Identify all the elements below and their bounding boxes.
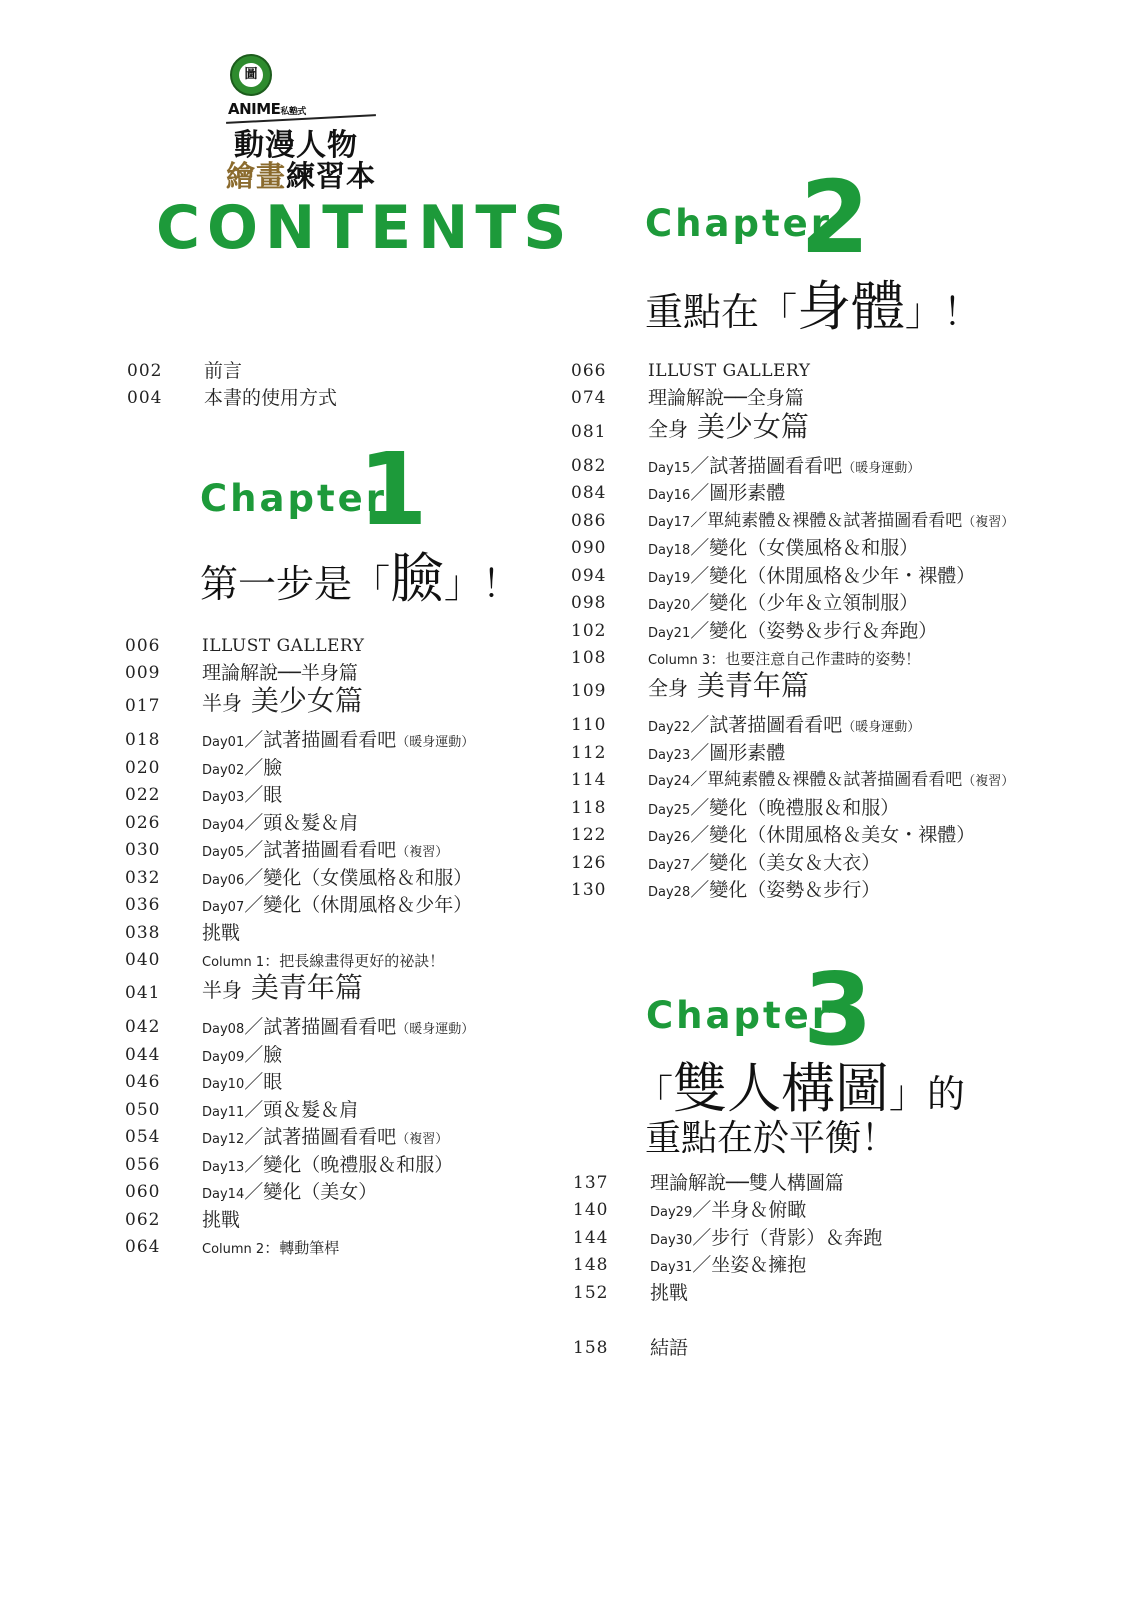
page-number: 017 bbox=[125, 696, 161, 716]
entry-text: ／眼 bbox=[244, 784, 283, 806]
page-number: 064 bbox=[125, 1237, 161, 1257]
section-name: 美青年篇 bbox=[250, 971, 363, 1004]
entry-title bbox=[648, 590, 918, 619]
page-number: 026 bbox=[125, 813, 161, 833]
page-number: 140 bbox=[573, 1200, 609, 1220]
page-number: 040 bbox=[125, 950, 161, 970]
chapter-3-subtitle-open: 「 bbox=[635, 1072, 674, 1116]
day-label: Day08 bbox=[202, 1022, 245, 1037]
chapter-1-subtitle-key: 臉 bbox=[390, 547, 445, 610]
day-label: Day25 bbox=[648, 803, 691, 818]
chapter-2-subtitle-post: 」！ bbox=[905, 290, 982, 334]
entry-title bbox=[648, 563, 975, 592]
entry-note: （暖身運動） bbox=[396, 735, 475, 750]
page-number: 137 bbox=[573, 1173, 609, 1193]
day-label: Day03 bbox=[202, 790, 245, 805]
page-number: 158 bbox=[573, 1338, 609, 1358]
day-label: Day13 bbox=[202, 1160, 245, 1175]
page-number: 084 bbox=[571, 483, 607, 503]
entry-title bbox=[202, 837, 448, 866]
page-number: 062 bbox=[125, 1210, 161, 1230]
entry-title bbox=[650, 1197, 806, 1226]
section-prefix: 全身 bbox=[648, 417, 688, 441]
entry-text: ／頭＆髮＆肩 bbox=[244, 1099, 359, 1121]
entry-title bbox=[648, 740, 785, 769]
column-label: Column 1 bbox=[202, 955, 265, 970]
chapter-3-label: Chapter bbox=[646, 994, 833, 1037]
entry-text: ／變化（女僕風格＆和服） bbox=[690, 537, 919, 559]
entry-text: ／試著描圖看看吧 bbox=[690, 714, 843, 736]
page-number: 081 bbox=[571, 422, 607, 442]
day-label: Day18 bbox=[648, 543, 691, 558]
logo-subtitle bbox=[228, 100, 306, 118]
page-number: 009 bbox=[125, 663, 161, 683]
chapter-3-subtitle-key: 雙人構圖 bbox=[673, 1057, 890, 1120]
entry-title bbox=[202, 1124, 448, 1153]
entry-title bbox=[648, 712, 920, 741]
page-number: 112 bbox=[571, 743, 607, 763]
day-label: Day31 bbox=[650, 1260, 693, 1275]
day-label: Day29 bbox=[650, 1205, 693, 1220]
page-number: 098 bbox=[571, 593, 607, 613]
page-number: 020 bbox=[125, 758, 161, 778]
chapter-1-number: 1 bbox=[358, 431, 428, 548]
page-number: 074 bbox=[571, 388, 607, 408]
day-label: Day12 bbox=[202, 1132, 245, 1147]
page-number: 122 bbox=[571, 825, 607, 845]
chapter-2-number: 2 bbox=[800, 159, 870, 276]
day-label: Day11 bbox=[202, 1105, 245, 1120]
logo-badge-icon bbox=[230, 54, 272, 96]
page-number: 094 bbox=[571, 566, 607, 586]
section-name: 美少女篇 bbox=[696, 410, 809, 443]
entry-note: （暖身運動） bbox=[842, 461, 921, 476]
page-number: 126 bbox=[571, 853, 607, 873]
page-number: 038 bbox=[125, 923, 161, 943]
entry-title bbox=[648, 480, 785, 509]
entry-title bbox=[202, 755, 282, 784]
chapter-3-heading bbox=[635, 951, 1015, 1160]
entry-title bbox=[202, 1014, 474, 1043]
entry-text: ／變化（女僕風格＆和服） bbox=[244, 867, 473, 889]
entry-text: ／半身＆俯瞰 bbox=[692, 1199, 807, 1221]
entry-text: ／變化（晚禮服＆和服） bbox=[690, 797, 900, 819]
page-number: 060 bbox=[125, 1182, 161, 1202]
day-label: Day23 bbox=[648, 748, 691, 763]
day-label: Day04 bbox=[202, 818, 245, 833]
entry-title bbox=[202, 810, 358, 839]
entry-title: 理論解說──半身篇 bbox=[202, 662, 358, 684]
page-number: 110 bbox=[571, 715, 607, 735]
logo-title-line1: 動漫人物 bbox=[234, 128, 358, 163]
entry-note: （暖身運動） bbox=[842, 720, 921, 735]
page-number: 032 bbox=[125, 868, 161, 888]
chapter-3-number: 3 bbox=[803, 951, 873, 1068]
section-title bbox=[202, 684, 363, 717]
logo-brand-suffix: 私塾式 bbox=[280, 107, 306, 117]
entry-text: ／臉 bbox=[244, 1044, 283, 1066]
day-label: Day01 bbox=[202, 735, 245, 750]
day-label: Day02 bbox=[202, 763, 245, 778]
day-label: Day06 bbox=[202, 873, 245, 888]
entry-title: 挑戰 bbox=[202, 922, 241, 944]
page-number: 004 bbox=[127, 388, 163, 408]
entry-title bbox=[202, 782, 282, 811]
entry-title bbox=[648, 535, 918, 564]
entry-text: ／變化（休閒風格＆美女・裸體） bbox=[690, 824, 976, 846]
day-label: Day26 bbox=[648, 830, 691, 845]
entry-title: ILLUST GALLERY bbox=[648, 361, 811, 381]
page-number: 030 bbox=[125, 840, 161, 860]
entry-title bbox=[650, 1252, 806, 1281]
entry-text: ／頭＆髮＆肩 bbox=[244, 812, 359, 834]
entry-text: ／眼 bbox=[244, 1071, 283, 1093]
entry-title bbox=[648, 822, 975, 851]
page-number: 041 bbox=[125, 983, 161, 1003]
page-number: 046 bbox=[125, 1072, 161, 1092]
section-title bbox=[202, 971, 363, 1004]
entry-title: 理論解說──雙人構圖篇 bbox=[650, 1172, 844, 1194]
entry-text: ／步行（背影）＆奔跑 bbox=[692, 1227, 883, 1249]
page-number: 056 bbox=[125, 1155, 161, 1175]
entry-title bbox=[202, 1069, 282, 1098]
day-label: Day15 bbox=[648, 461, 691, 476]
day-label: Day07 bbox=[202, 900, 245, 915]
page-number: 102 bbox=[571, 621, 607, 641]
day-label: Day14 bbox=[202, 1187, 245, 1202]
entry-note: （暖身運動） bbox=[396, 1022, 475, 1037]
entry-title bbox=[202, 892, 472, 921]
day-label: Day21 bbox=[648, 626, 691, 641]
day-label: Day24 bbox=[648, 774, 691, 789]
section-name: 美少女篇 bbox=[250, 684, 363, 717]
entry-title: 挑戰 bbox=[650, 1282, 689, 1304]
day-label: Day27 bbox=[648, 858, 691, 873]
logo-brand: ANIME bbox=[228, 100, 281, 118]
page-number: 066 bbox=[571, 361, 607, 381]
chapter-2-subtitle-pre: 重點在「 bbox=[645, 290, 798, 334]
entry-title bbox=[202, 1042, 282, 1071]
column-title: ：也要注意自己作畫時的姿勢！ bbox=[710, 650, 921, 668]
entry-text: ／圖形素體 bbox=[690, 482, 786, 504]
page-number: 114 bbox=[571, 770, 607, 790]
page-number: 050 bbox=[125, 1100, 161, 1120]
chapter-1-subtitle-pre: 第一步是「 bbox=[200, 562, 391, 606]
column-label: Column 3 bbox=[648, 653, 711, 668]
chapter-2-label: Chapter bbox=[645, 202, 832, 245]
entry-title bbox=[648, 618, 937, 647]
entry-text: ／變化（美女＆大衣） bbox=[690, 852, 881, 874]
entry-title bbox=[202, 1234, 339, 1263]
entry-title bbox=[648, 795, 899, 824]
page-number: 109 bbox=[571, 681, 607, 701]
day-label: Day28 bbox=[648, 885, 691, 900]
column-title: ：把長線畫得更好的祕訣！ bbox=[264, 952, 445, 970]
entry-text: ／試著描圖看看吧 bbox=[244, 1016, 397, 1038]
page-number: 036 bbox=[125, 895, 161, 915]
day-label: Day09 bbox=[202, 1050, 245, 1065]
entry-text: ／變化（休閒風格＆少年・裸體） bbox=[690, 565, 976, 587]
entry-text: ／變化（少年＆立領制服） bbox=[690, 592, 919, 614]
section-prefix: 全身 bbox=[648, 676, 688, 700]
entry-title: 理論解說──全身篇 bbox=[648, 387, 804, 409]
section-prefix: 半身 bbox=[202, 691, 242, 715]
entry-text: ／變化（休閒風格＆少年） bbox=[244, 894, 473, 916]
entry-text: ／臉 bbox=[244, 757, 283, 779]
day-label: Day30 bbox=[650, 1233, 693, 1248]
entry-text: ／變化（晚禮服＆和服） bbox=[244, 1154, 454, 1176]
page-title: CONTENTS bbox=[156, 193, 574, 263]
page-number: 118 bbox=[571, 798, 607, 818]
entry-note: （複習） bbox=[962, 774, 1015, 789]
page-number: 054 bbox=[125, 1127, 161, 1147]
page-number: 086 bbox=[571, 511, 607, 531]
entry-text: ／變化（姿勢＆步行＆奔跑） bbox=[690, 620, 938, 642]
entry-title bbox=[648, 850, 880, 879]
chapter-3-subtitle-line2: 重點在於平衡！ bbox=[645, 1118, 898, 1159]
chapter-2-subtitle bbox=[645, 264, 981, 341]
entry-title bbox=[202, 1179, 377, 1208]
chapter-1-subtitle-post: 」！ bbox=[444, 562, 521, 606]
entry-text: ／變化（姿勢＆步行） bbox=[690, 879, 881, 901]
page-number: 022 bbox=[125, 785, 161, 805]
entry-text: ／單純素體＆裸體＆試著描圖看看吧 bbox=[690, 511, 963, 531]
page-number: 148 bbox=[573, 1255, 609, 1275]
page-number: 130 bbox=[571, 880, 607, 900]
entry-title: 前言 bbox=[204, 360, 243, 382]
page-number: 018 bbox=[125, 730, 161, 750]
chapter-3-subtitle-close: 」的 bbox=[889, 1072, 966, 1116]
day-label: Day19 bbox=[648, 571, 691, 586]
chapter-1-heading bbox=[200, 431, 550, 610]
page-number: 090 bbox=[571, 538, 607, 558]
column-title: ：轉動筆桿 bbox=[264, 1239, 340, 1257]
entry-text: ／圖形素體 bbox=[690, 742, 786, 764]
entry-text: ／變化（美女） bbox=[244, 1181, 378, 1203]
entry-title bbox=[648, 453, 920, 482]
entry-title bbox=[202, 727, 474, 756]
entry-title bbox=[648, 767, 1014, 795]
page-number: 152 bbox=[573, 1283, 609, 1303]
section-name: 美青年篇 bbox=[696, 669, 809, 702]
logo-title-line2-accent: 繪畫 bbox=[226, 159, 287, 193]
entry-title: 本書的使用方式 bbox=[204, 387, 338, 409]
entry-text: ／試著描圖看看吧 bbox=[244, 839, 397, 861]
entry-title: 挑戰 bbox=[202, 1209, 241, 1231]
day-label: Day05 bbox=[202, 845, 245, 860]
section-title bbox=[648, 410, 809, 443]
logo-title-line2-rest: 練習本 bbox=[286, 159, 377, 193]
page-number: 144 bbox=[573, 1228, 609, 1248]
day-label: Day10 bbox=[202, 1077, 245, 1092]
entry-title bbox=[648, 877, 880, 906]
day-label: Day20 bbox=[648, 598, 691, 613]
entry-text: ／試著描圖看看吧 bbox=[244, 729, 397, 751]
entry-text: ／試著描圖看看吧 bbox=[690, 455, 843, 477]
book-logo bbox=[226, 50, 386, 193]
day-label: Day17 bbox=[648, 515, 691, 530]
entry-text: ／試著描圖看看吧 bbox=[244, 1126, 397, 1148]
page-number: 082 bbox=[571, 456, 607, 476]
chapter-1-subtitle bbox=[200, 536, 520, 613]
logo-badge-char: 圖 bbox=[239, 63, 263, 87]
page-number: 042 bbox=[125, 1017, 161, 1037]
section-title bbox=[648, 669, 809, 702]
entry-note: （複習） bbox=[396, 845, 449, 860]
section-prefix: 半身 bbox=[202, 978, 242, 1002]
entry-title: 結語 bbox=[650, 1337, 689, 1359]
chapter-2-subtitle-key: 身體 bbox=[797, 275, 906, 338]
entry-title bbox=[202, 1097, 358, 1126]
logo-title-line2 bbox=[226, 154, 376, 195]
entry-title bbox=[650, 1225, 882, 1254]
column-label: Column 2 bbox=[202, 1242, 265, 1257]
page-number: 006 bbox=[125, 636, 161, 656]
day-label: Day22 bbox=[648, 720, 691, 735]
day-label: Day16 bbox=[648, 488, 691, 503]
entry-title bbox=[202, 865, 472, 894]
chapter-1-label: Chapter bbox=[200, 477, 387, 520]
page-number: 002 bbox=[127, 361, 163, 381]
entry-title bbox=[202, 1152, 453, 1181]
entry-text: ／單純素體＆裸體＆試著描圖看看吧 bbox=[690, 770, 963, 790]
page-number: 044 bbox=[125, 1045, 161, 1065]
page-number: 108 bbox=[571, 648, 607, 668]
chapter-2-heading bbox=[645, 159, 1005, 338]
entry-title bbox=[648, 508, 1014, 536]
entry-text: ／坐姿＆擁抱 bbox=[692, 1254, 807, 1276]
entry-note: （複習） bbox=[962, 515, 1015, 530]
entry-note: （複習） bbox=[396, 1132, 449, 1147]
entry-title: ILLUST GALLERY bbox=[202, 636, 365, 656]
